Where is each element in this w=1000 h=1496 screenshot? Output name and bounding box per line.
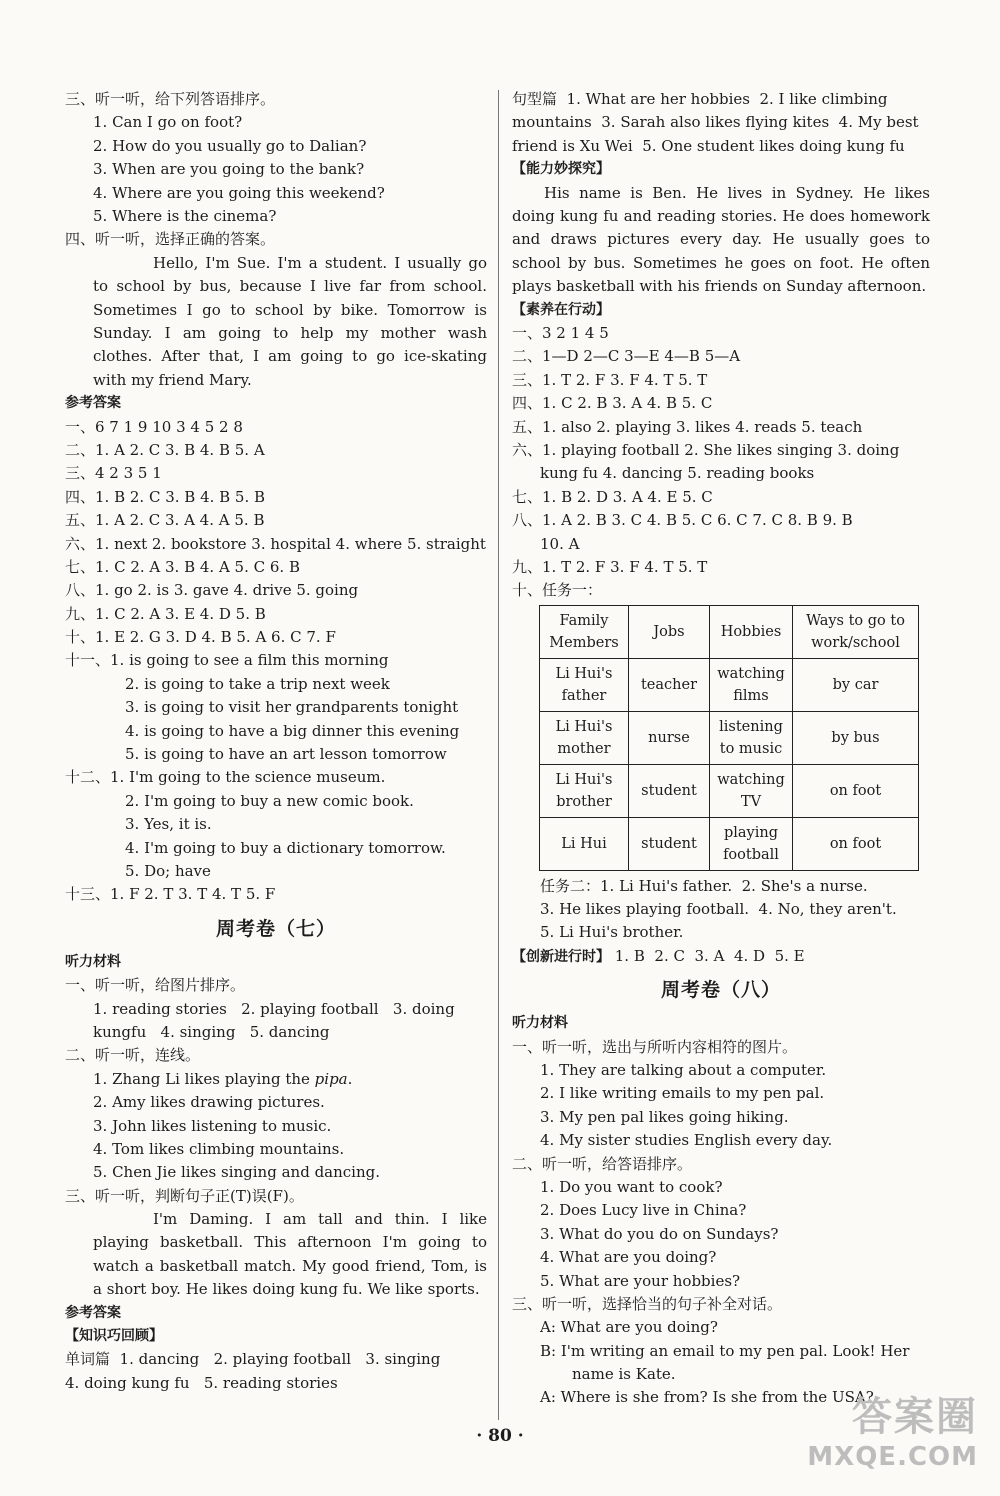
table-cell: Li Hui's father: [540, 658, 629, 711]
list-item: 4. Where are you going this weekend?: [93, 183, 385, 202]
answer-line: 五、1. also 2. playing 3. likes 4. reads 5. teach: [512, 417, 863, 436]
answer-line: 五、1. A 2. C 3. A 4. A 5. B: [65, 511, 265, 530]
answer-line: 3. Yes, it is.: [125, 815, 212, 834]
answer-line: 3. is going to visit her grandparents tonight: [125, 698, 459, 717]
answer-line: 5. is going to have an art lesson tomorrow: [125, 745, 447, 764]
section-heading: 三、听一听，给下列答语排序。: [65, 90, 276, 108]
list-item: 1. Can I go on foot?: [93, 113, 243, 132]
table-cell: watching TV: [710, 764, 793, 817]
table-row: [540, 711, 919, 764]
table-cell: nurse: [629, 711, 710, 764]
list-item: 5. Chen Jie likes singing and dancing.: [93, 1163, 380, 1182]
table-header-row: [540, 605, 919, 658]
table-cell: student: [629, 817, 710, 870]
section-heading: 三、听一听，选择恰当的句子补全对话。: [512, 1294, 783, 1313]
answer-line: 10. A: [540, 534, 580, 553]
answer-line: 2. I'm going to buy a new comic book.: [125, 791, 414, 810]
answer-line: kung fu 4. dancing 5. reading books: [540, 464, 815, 483]
list-item: 4. Tom likes climbing mountains.: [93, 1139, 345, 1158]
quality-label: 【素养在行动】: [512, 301, 610, 318]
section-heading: 四、听一听，选择正确的答案。: [65, 230, 276, 249]
listening-label: 听力材料: [65, 953, 121, 970]
section-heading: 一、听一听，选出与所听内容相符的图片。: [512, 1037, 798, 1056]
dialogue-line: B: I'm writing an email to my pen pal. Look! Her: [540, 1341, 910, 1360]
list-item: 4. My sister studies English every day.: [540, 1131, 833, 1150]
answer-line: 1. is going to see a film this morning: [110, 651, 389, 670]
answer-label: 十一、: [65, 651, 111, 670]
table-cell: listening to music: [710, 711, 793, 764]
ability-label: 【能力妙探究】: [512, 161, 610, 178]
answer-label: 十二、: [65, 768, 111, 787]
column-divider: [498, 90, 499, 1420]
list-item: 1. Zhang Li likes playing the pipa.: [93, 1069, 353, 1088]
list-item: 2. How do you usually go to Dalian?: [93, 136, 367, 155]
list-item: 2. Does Lucy live in China?: [540, 1201, 747, 1220]
table-row: [540, 817, 919, 870]
list-item: 2. I like writing emails to my pen pal.: [540, 1084, 825, 1103]
table-cell: on foot: [793, 764, 919, 817]
table-row: [540, 764, 919, 817]
table-cell: Li Hui's brother: [540, 764, 629, 817]
answer-line: 3. He likes playing football. 4. No, they aren't.: [540, 900, 897, 919]
list-item: 1. They are talking about a computer.: [540, 1061, 827, 1080]
answer-line: 一、6 7 1 9 10 3 4 5 2 8: [65, 417, 243, 436]
dialogue-line: name is Kate.: [572, 1365, 676, 1384]
answer-line: 句型篇 1. What are her hobbies 2. I like climbing: [512, 90, 888, 108]
watermark-logo: [807, 1385, 978, 1472]
table-cell: by car: [793, 658, 919, 711]
section-title: 周考卷（七）: [215, 917, 336, 940]
answer-line: 八、1. A 2. B 3. C 4. B 5. C 6. C 7. C 8. B 9. B: [512, 511, 853, 530]
table-header: Jobs: [629, 605, 710, 658]
answer-line: 六、1. playing football 2. She likes singing 3. doing: [512, 440, 900, 459]
section-title: 周考卷（八）: [660, 979, 781, 1002]
answer-line: 九、1. T 2. F 3. F 4. T 5. T: [512, 557, 708, 576]
answer-line: 4. doing kung fu 5. reading stories: [65, 1373, 338, 1392]
dialogue-line: A: Where is she from? Is she from the USA?: [540, 1388, 874, 1407]
answer-line: 十、任务一：: [512, 581, 603, 600]
list-item: 3. What do you do on Sundays?: [540, 1224, 779, 1243]
listening-passage: Hello, I'm Sue. I'm a student. I usually go to school by bus, because I live far from school. Sometimes I go to school by bike. Tomorrow is Sunday. I am going to help my mother wash clothes. After that, I am going to go ice-skating with my friend Mary.: [93, 253, 487, 389]
answer-line: 一、3 2 1 4 5: [512, 323, 609, 342]
table-row: [540, 658, 919, 711]
section-heading: 一、听一听，给图片排序。: [65, 976, 246, 995]
list-item: 3. When are you going to the bank?: [93, 160, 365, 179]
answer-line: mountains 3. Sarah also likes flying kites 4. My best: [512, 113, 919, 132]
table-cell: Li Hui's mother: [540, 711, 629, 764]
answer-line: 十、1. E 2. G 3. D 4. B 5. A 6. C 7. F: [65, 628, 336, 647]
answer-line: 七、1. B 2. D 3. A 4. E 5. C: [512, 487, 713, 506]
table-cell: watching films: [710, 658, 793, 711]
table-cell: student: [629, 764, 710, 817]
listening-passage: I'm Daming. I am tall and thin. I like playing basketball. This afternoon I'm going to watch a basketball match. My good friend, Tom, is a short boy. He likes doing kung fu. We like sports.: [93, 1210, 487, 1299]
list-item: 5. What are your hobbies?: [540, 1271, 741, 1290]
answer-line: 4. is going to have a big dinner this evening: [125, 721, 460, 740]
table-header: Family Members: [540, 605, 629, 658]
listening-label: 听力材料: [512, 1015, 568, 1032]
section-heading: 二、听一听，给答语排序。: [512, 1154, 693, 1173]
section-heading: 二、听一听，连线。: [65, 1046, 201, 1065]
table-header: Ways to go to work/school: [793, 605, 919, 658]
list-item: 2. Amy likes drawing pictures.: [93, 1093, 325, 1112]
table-header: Hobbies: [710, 605, 793, 658]
answer-line: 5. Do; have: [125, 861, 211, 880]
answer-passage: His name is Ben. He lives in Sydney. He likes doing kung fu and reading stories. He does homework and draws pictures every day. He usually goes to school by bus. Sometimes he goes on foot. He often plays basketball with his friends on Sunday afternoon.: [512, 183, 930, 296]
list-item: 4. What are you doing?: [540, 1248, 717, 1267]
answer-line: 任务二：1. Li Hui's father. 2. She's a nurse.: [540, 876, 868, 895]
page-number: · 80 ·: [476, 1426, 524, 1446]
table-cell: by bus: [793, 711, 919, 764]
list-item: 5. Where is the cinema?: [93, 206, 277, 225]
answer-line: 三、1. T 2. F 3. F 4. T 5. T: [512, 370, 708, 389]
list-item: 3. John likes listening to music.: [93, 1116, 332, 1135]
answer-line: 八、1. go 2. is 3. gave 4. drive 5. going: [65, 581, 359, 600]
list-item: 1. reading stories 2. playing football 3. doing: [93, 999, 455, 1018]
answer-line: 1. I'm going to the science museum.: [110, 768, 386, 787]
answer-line: 二、1—D 2—C 3—E 4—B 5—A: [512, 347, 741, 366]
answer-line: 2. is going to take a trip next week: [125, 674, 390, 693]
answer-line: 十三、1. F 2. T 3. T 4. T 5. F: [65, 885, 276, 904]
left-column: [65, 88, 487, 1395]
list-item: 3. My pen pal likes going hiking.: [540, 1107, 789, 1126]
right-column: [512, 88, 930, 1410]
dialogue-line: A: What are you doing?: [540, 1318, 718, 1337]
answers-label: 参考答案: [65, 1304, 121, 1321]
section-heading: 三、听一听，判断句子正(T)误(F)。: [65, 1186, 304, 1205]
answer-line: 九、1. C 2. A 3. E 4. D 5. B: [65, 604, 266, 623]
watermark-text: 答案圈: [852, 1394, 978, 1440]
answer-line: 三、4 2 3 5 1: [65, 464, 162, 483]
answer-line: 二、1. A 2. C 3. B 4. B 5. A: [65, 440, 265, 459]
family-table: [539, 605, 919, 871]
table-cell: teacher: [629, 658, 710, 711]
watermark-url: MXQE.COM: [807, 1442, 978, 1472]
answer-line: 四、1. B 2. C 3. B 4. B 5. B: [65, 487, 266, 506]
list-item: kungfu 4. singing 5. dancing: [93, 1022, 330, 1041]
answer-line: 四、1. C 2. B 3. A 4. B 5. C: [512, 394, 713, 413]
table-cell: on foot: [793, 817, 919, 870]
answer-line: friend is Xu Wei 5. One student likes doing kung fu: [512, 136, 905, 155]
list-item: 1. Do you want to cook?: [540, 1177, 723, 1196]
answer-line: 六、1. next 2. bookstore 3. hospital 4. where 5. straight: [65, 534, 486, 553]
answer-line: 单词篇 1. dancing 2. playing football 3. singing: [65, 1350, 441, 1369]
answer-line: 七、1. C 2. A 3. B 4. A 5. C 6. B: [65, 557, 300, 576]
answers-label: 参考答案: [65, 395, 121, 412]
answer-line: 4. I'm going to buy a dictionary tomorrow.: [125, 838, 446, 857]
innovation-label: 【创新进行时】: [512, 948, 610, 965]
table-cell: Li Hui: [540, 817, 629, 870]
review-label: 【知识巧回顾】: [65, 1328, 163, 1345]
answer-line: 5. Li Hui's brother.: [540, 923, 684, 942]
table-cell: playing football: [710, 817, 793, 870]
answer-line: 1. B 2. C 3. A 4. D 5. E: [610, 946, 805, 965]
